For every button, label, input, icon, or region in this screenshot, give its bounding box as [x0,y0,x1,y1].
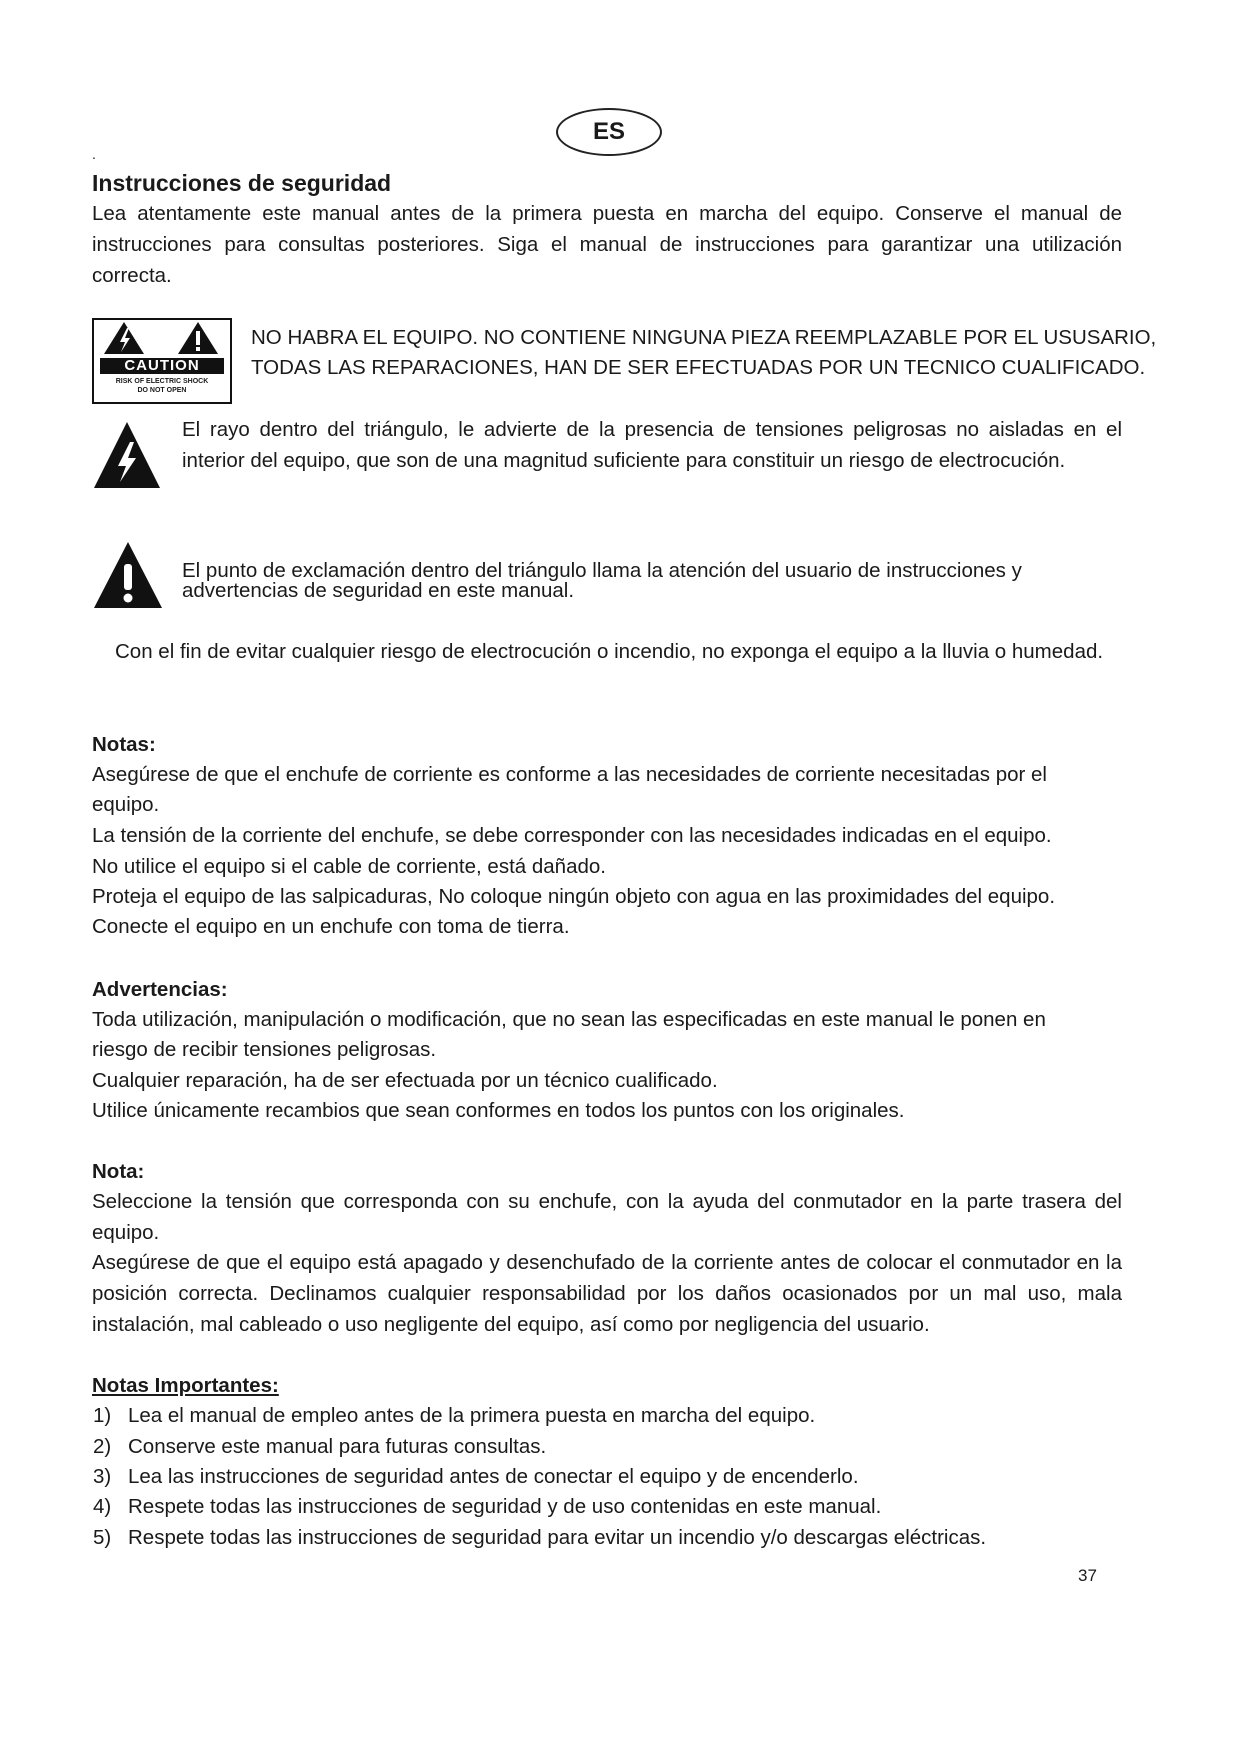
language-badge [556,108,662,156]
list-item: 5) Respete todas las instrucciones de seguridad para evitar un incendio y/o descargas eléctricas. [93,1526,987,1549]
caution-line-1: RISK OF ELECTRIC SHOCK [115,378,209,385]
list-item: 4) Respete todas las instrucciones de seguridad y de uso contenidas en este manual. [93,1495,882,1518]
exclamation-text-line-2: advertencias de seguridad en este manual. [182,579,575,602]
advertencias-heading: Advertencias: [92,978,228,1001]
language-badge-label: ES [592,118,625,145]
intro-paragraph: Lea atentamente este manual antes de la primera puesta en marcha del equipo. Conserve el manual de instrucciones para consultas posteriores. Siga el manual de instrucciones para garantizar una utilización correcta. [92,202,1122,287]
advertencias-line-2: riesgo de recibir tensiones peligrosas. [92,1038,437,1061]
page-title: Instrucciones de seguridad [92,170,392,196]
caution-label [92,318,232,404]
nota-paragraph-1: Seleccione la tensión que corresponda con su enchufe, con la ayuda del conmutador en la parte trasera del equipo. [92,1190,1122,1244]
page-number: 37 [1078,1566,1097,1585]
lightning-triangle-icon [92,420,162,490]
caution-text-line-1: NO HABRA EL EQUIPO. NO CONTIENE NINGUNA PIEZA REEMPLAZABLE POR EL USUSARIO, [251,326,1157,349]
advertencias-line-3: Cualquier reparación, ha de ser efectuada por un técnico cualificado. [92,1069,718,1092]
nota-heading: Nota: [92,1160,145,1183]
advertencias-line-4: Utilice únicamente recambios que sean conformes en todos los puntos con los originales. [92,1099,905,1122]
notas-importantes-heading: Notas Importantes: [92,1374,279,1397]
caution-line-2: DO NOT OPEN [137,387,187,394]
notas-line-6: Conecte el equipo en un enchufe con toma de tierra. [92,915,570,938]
list-item: 3) Lea las instrucciones de seguridad antes de conectar el equipo y de encenderlo. [93,1465,859,1488]
advertencias-line-1: Toda utilización, manipulación o modificación, que no sean las especificadas en este manual le ponen en [92,1008,1046,1031]
notas-line-5: Proteja el equipo de las salpicaduras, No coloque ningún objeto con agua en las proximidades del equipo. [92,885,1056,908]
lightning-warning-text: El rayo dentro del triángulo, le advierte de la presencia de tensiones peligrosas no aisladas en el interior del equipo, que son de una magnitud suficiente para constituir un riesgo de electrocución. [182,418,1122,472]
notas-line-1: Asegúrese de que el enchufe de corriente es conforme a las necesidades de corriente necesitadas por el [92,763,1047,786]
stray-dot: . [92,146,96,162]
notas-line-2: equipo. [92,793,160,816]
exclamation-triangle-icon [92,540,164,610]
exclamation-text-line-1: El punto de exclamación dentro del triángulo llama la atención del usuario de instrucciones y [182,559,1022,582]
notas-line-4: No utilice el equipo si el cable de corriente, está dañado. [92,855,606,878]
list-item: 2) Conserve este manual para futuras consultas. [93,1435,547,1458]
caution-text-line-2: TODAS LAS REPARACIONES, HAN DE SER EFECTUADAS POR UN TECNICO CUALIFICADO. [251,356,1146,379]
caution-word: CAUTION [124,357,200,374]
notas-heading: Notas: [92,733,156,756]
notas-line-3: La tensión de la corriente del enchufe, se debe corresponder con las necesidades indicadas en el equipo. [92,824,1052,847]
list-item: 1) Lea el manual de empleo antes de la primera puesta en marcha del equipo. [93,1404,816,1427]
rain-warning-paragraph: Con el fin de evitar cualquier riesgo de electrocución o incendio, no exponga el equipo a la lluvia o humedad. [115,640,1104,663]
nota-paragraph-2: Asegúrese de que el equipo está apagado y desenchufado de la corriente antes de colocar el conmutador en la posición correcta. Declinamos cualquier responsabilidad por los daños ocasionados por un mal uso, mala instalación, mal cableado o uso negligente del equipo, así como por negligencia del usuario. [92,1251,1122,1336]
